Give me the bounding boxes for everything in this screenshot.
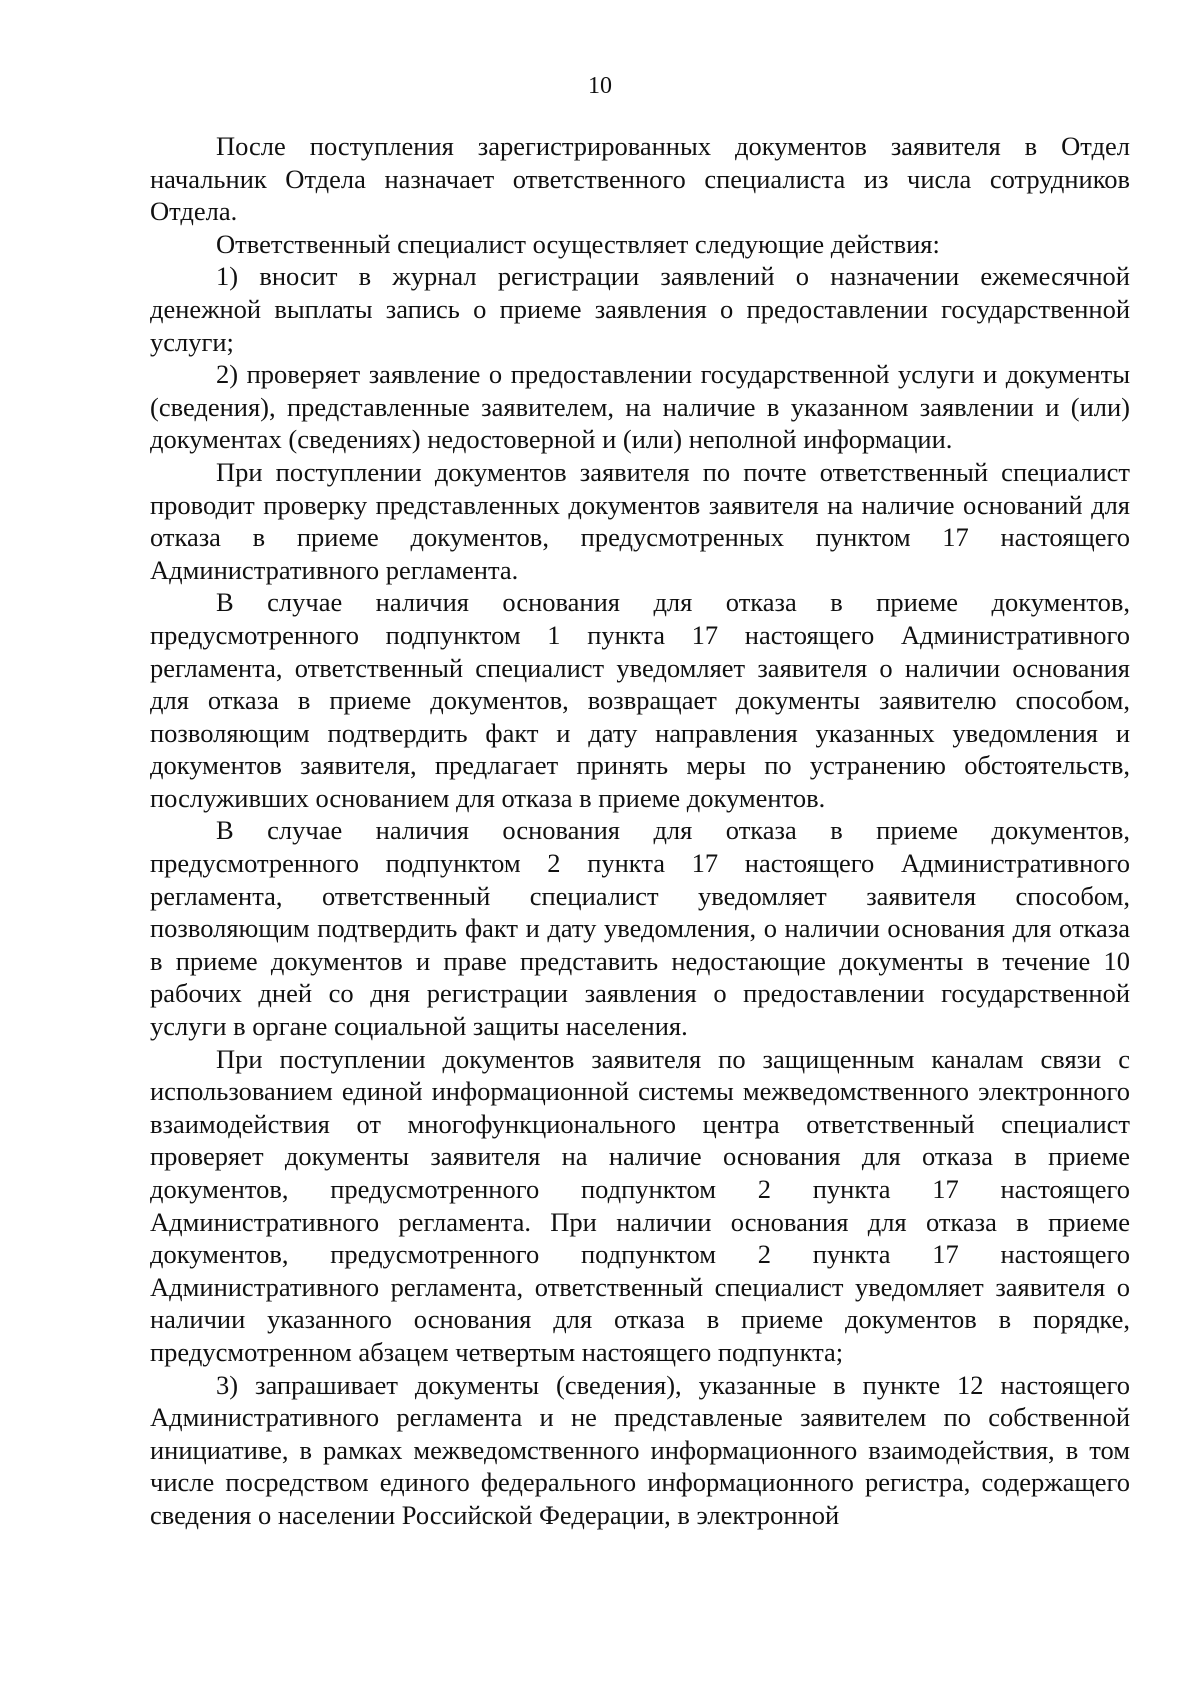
paragraph-postal-check: При поступлении документов заявителя по почте ответственный специалист проводит проверку представленных документов заявителя на наличие оснований для отказа в приеме документов, предусмотренных пунктом 17 настоящего Административного регламента. xyxy=(150,456,1130,585)
paragraph-refusal-subpoint-1: В случае наличия основания для отказа в приеме документов, предусмотренного подпунктом 1 пункта 17 настоящего Административного регламента, ответственный специалист уведомляет заявителя о наличии основания для отказа в приеме документов, возвращает документы заявителю способом, позволяющим подтвердить факт и дату направления указанных уведомления и документов заявителя, предлагает принять меры по устранению обстоятельств, послуживших основанием для отказа в приеме документов. xyxy=(150,587,1130,813)
paragraph-actions-intro: Ответственный специалист осуществляет следующие действия: xyxy=(216,228,940,259)
paragraph-registration: После поступления зарегистрированных документов заявителя в Отдел начальник Отдела назначает ответственного специалиста из числа сотрудников Отдела. xyxy=(150,131,1130,227)
paragraph-action-2: 2) проверяет заявление о предоставлении государственной услуги и документы (сведения), представленные заявителем, на наличие в указанном заявлении и (или) документах (сведениях) недостоверной и (или) неполной информации. xyxy=(150,359,1130,455)
paragraph-secure-channels: При поступлении документов заявителя по защищенным каналам связи с использованием единой информационной системы межведомственного электронного взаимодействия от многофункционального центра ответственный специалист проверяет документы заявителя на наличие основания для отказа в приеме документов, предусмотренного подпунктом 2 пункта 17 настоящего Административного регламента. При наличии основания для отказа в приеме документов, предусмотренного подпунктом 2 пункта 17 настоящего Административного регламента, ответственный специалист уведомляет заявителя о наличии указанного основания для отказа в приеме документов в порядке, предусмотренном абзацем четвертым настоящего подпункта; xyxy=(150,1043,1130,1367)
paragraph-action-3: 3) запрашивает документы (сведения), указанные в пункте 12 настоящего Административного регламента и не представленые заявителем по собственной инициативе, в рамках межведомственного информационного взаимодействия, в том числе посредством единого федерального информационного регистра, содержащего сведения о населении Российской Федерации, в электронной xyxy=(150,1369,1130,1530)
page-number: 10 xyxy=(588,73,612,99)
paragraph-refusal-subpoint-2: В случае наличия основания для отказа в приеме документов, предусмотренного подпунктом 2 пункта 17 настоящего Административного регламента, ответственный специалист уведомляет заявителя способом, позволяющим подтвердить факт и дату уведомления, о наличии основания для отказа в приеме документов и праве представить недостающие документы в течение 10 рабочих дней со дня регистрации заявления о предоставлении государственной услуги в органе социальной защиты населения. xyxy=(150,815,1130,1042)
paragraph-action-1: 1) вносит в журнал регистрации заявлений о назначении ежемесячной денежной выплаты запись о приеме заявления о предоставлении государственной услуги; xyxy=(150,261,1130,357)
document-body xyxy=(150,130,1130,1532)
